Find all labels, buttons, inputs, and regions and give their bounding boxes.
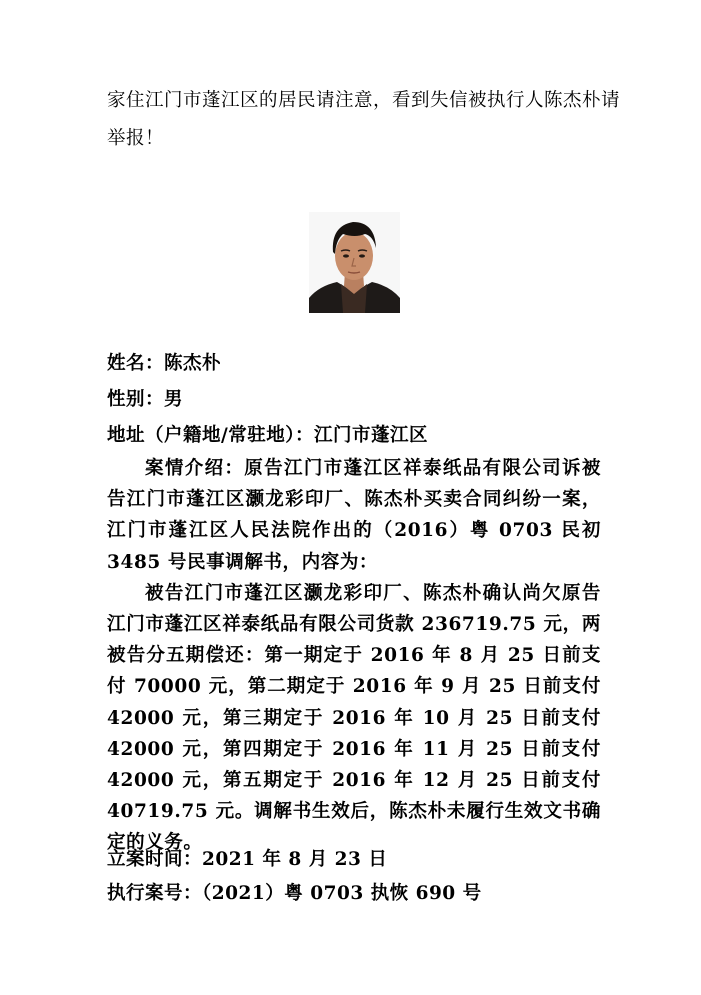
- case-number-row: [107, 877, 607, 911]
- case-description: [107, 453, 601, 859]
- name-label: 姓名：: [107, 353, 165, 374]
- gender-field: [107, 382, 607, 418]
- portrait-image: [309, 212, 400, 313]
- case-intro-paragraph: 案情介绍：原告江门市蓬江区祥泰纸品有限公司诉被告江门市蓬江区灏龙彩印厂、陈杰朴买卖合同纠纷一案，江门市蓬江区人民法院作出的（2016）粤 0703 民初 3485 号民事调解书，内容为：: [107, 458, 601, 573]
- name-field: [107, 346, 607, 382]
- person-photo: [309, 212, 400, 313]
- gender-label: 性别：: [107, 389, 165, 410]
- filing-date-row: [107, 843, 607, 877]
- case-mediation-paragraph: 被告江门市蓬江区灏龙彩印厂、陈杰朴确认尚欠原告江门市蓬江区祥泰纸品有限公司货款 236719.75 元，两被告分五期偿还：第一期定于 2016 年 8 月 25 日前支付 70000 元，第二期定于 2016 年 9 月 25 日前支付 42000 元，第三期定于 2016 年 10 月 25 日前支付 42000 元，第四期定于 2016 年 11 月 25 日前支付 42000 元，第五期定于 2016 年 12 月 25 日前支付 40719.75 元。调解书生效后，陈杰朴未履行生效文书确定的义务。: [107, 582, 601, 854]
- notice-intro: 家住江门市蓬江区的居民请注意，看到失信被执行人陈杰朴请举报！: [107, 90, 621, 149]
- address-label: 地址（户籍地/常驻地）：: [107, 425, 315, 446]
- name-value: 陈杰朴: [164, 353, 222, 374]
- filing-date-label: 立案时间：: [107, 849, 203, 870]
- case-number-label: 执行案号：: [107, 883, 203, 904]
- gender-value: 男: [164, 389, 184, 410]
- filing-date-value: 2021 年 8 月 23 日: [202, 849, 388, 870]
- case-footer: [107, 843, 607, 911]
- person-fields: [107, 346, 607, 454]
- address-value: 江门市蓬江区: [314, 425, 429, 446]
- case-number-value: （2021）粤 0703 执恢 690 号: [202, 883, 482, 904]
- address-field: [107, 418, 607, 454]
